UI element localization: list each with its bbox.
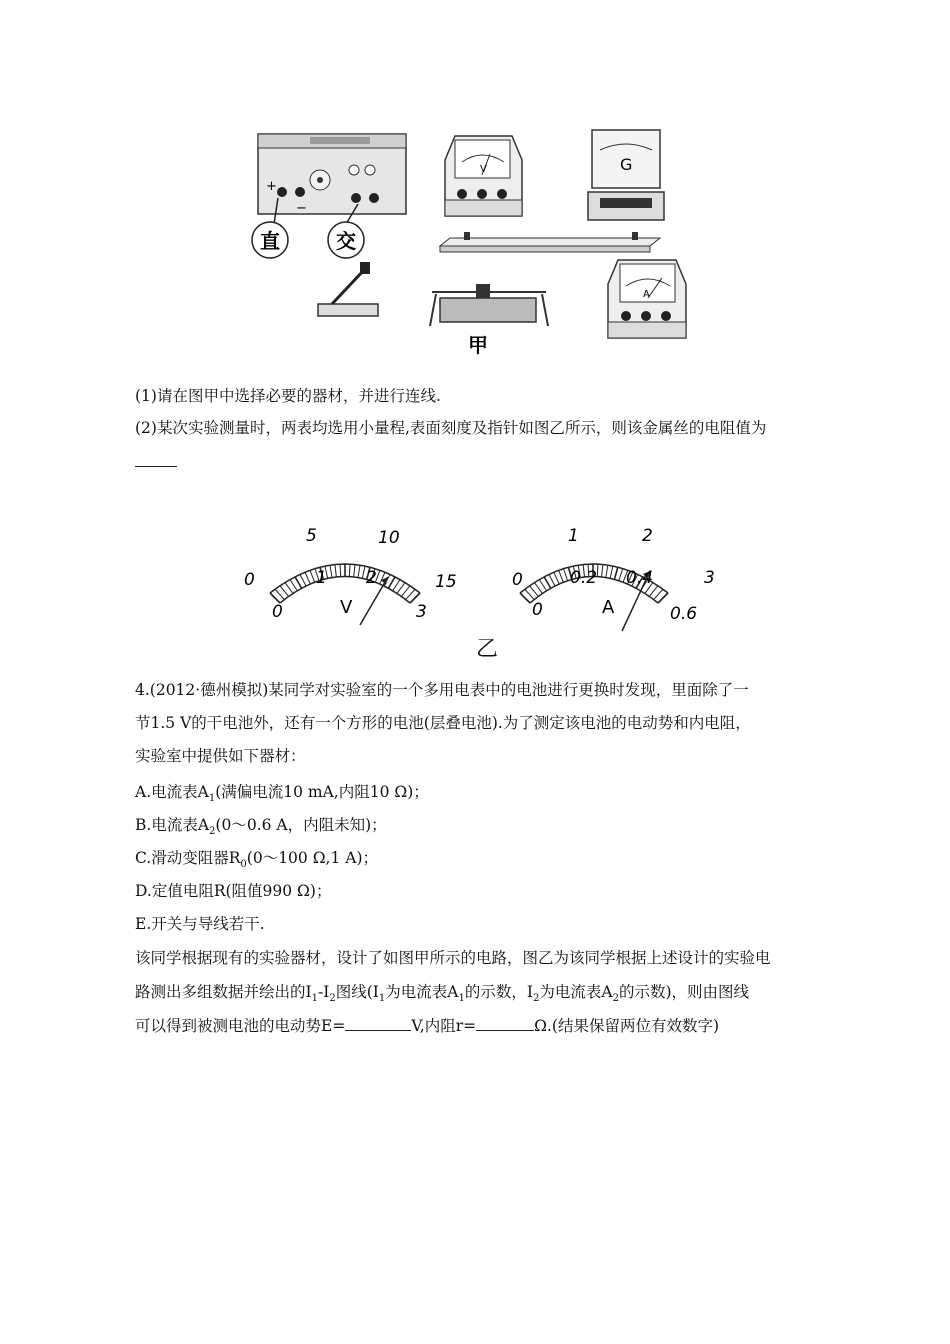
- figure-b-caption: 乙: [476, 637, 499, 662]
- a-inner-0.2: 0.2: [570, 568, 598, 588]
- q4-body-3: 可以得到被测电池的电动势E= V,内阻r= Ω.(结果保留两位有效数字): [135, 1017, 719, 1035]
- q4-item-d: D.定值电阻R(阻值990 Ω)；: [135, 882, 332, 900]
- scale-tick: [362, 566, 365, 578]
- a-inner-0.4: 0.4: [626, 568, 654, 588]
- voltmeter-icon: [445, 136, 522, 216]
- scale-tick: [285, 583, 293, 594]
- scale-tick: [349, 564, 350, 576]
- scale-tick: [330, 565, 332, 577]
- a-outer-3: 3: [704, 568, 715, 588]
- figure-a-caption: 甲: [468, 333, 488, 357]
- scale-tick: [275, 589, 284, 599]
- v-outer-10: 10: [378, 528, 400, 548]
- scale-tick: [525, 589, 534, 599]
- q4-body-1: 该同学根据现有的实验器材，设计了如图甲所示的电路，图乙为该同学根据上述设计的实验电: [135, 949, 771, 967]
- scale-tick: [544, 577, 551, 588]
- scale-tick: [354, 565, 355, 577]
- resistance-answer-blank[interactable]: [476, 1016, 534, 1031]
- scale-tick: [530, 586, 539, 597]
- dc-label: 直: [260, 229, 280, 253]
- q4-item-e: E.开关与导线若干.: [135, 915, 265, 933]
- v-inner-0: 0: [272, 602, 283, 622]
- q3-part1: (1)请在图甲中选择必要的器材，并进行连线.: [135, 387, 441, 405]
- a-inner-0: 0: [532, 600, 543, 620]
- scale-tick: [300, 574, 306, 586]
- scale-tick: [305, 572, 310, 584]
- q4-item-c: C.滑动变阻器$R_0(0\sim 100$ Ω,1 A)；: [135, 849, 379, 871]
- svg-text:−: −: [296, 201, 307, 216]
- a-inner-0.6: 0.6: [670, 604, 698, 624]
- emf-answer-blank[interactable]: [345, 1016, 411, 1031]
- a-outer-0: 0: [512, 570, 523, 590]
- q4-intro-2: 节1.5 V的干电池外，还有一个方形的电池(层叠电池).为了测定该电池的电动势和内电阻，: [135, 714, 751, 732]
- v-inner-2: 2: [366, 568, 377, 588]
- galvanometer-icon: [588, 130, 664, 220]
- a-unit-label: A: [602, 597, 615, 618]
- figure-a-equipment: [250, 120, 700, 360]
- a-outer-1: 1: [568, 526, 579, 546]
- rheostat-icon: [430, 284, 548, 326]
- scale-tick: [393, 580, 400, 591]
- scale-tick: [564, 569, 568, 581]
- q3-part2: (2)某次实验测量时，两表均选用小量程,表面刻度及指针如图乙所示，则该金属丝的电阻值为: [135, 419, 767, 437]
- scale-tick: [610, 566, 613, 578]
- q4-item-b: B.电流表$A_2(0\sim 0.6$ A，内阻未知)；: [135, 816, 387, 838]
- scale-tick: [539, 580, 546, 591]
- scale-tick: [358, 565, 360, 577]
- scale-tick: [619, 569, 623, 581]
- scale-tick: [401, 586, 410, 597]
- voltmeter-unit-label: V: [480, 164, 487, 175]
- scale-tick: [310, 570, 315, 582]
- scale-tick: [654, 589, 663, 599]
- switch-icon: [318, 262, 378, 316]
- scale-tick: [295, 577, 302, 588]
- q3-answer-blank[interactable]: [135, 452, 177, 472]
- scale-tick: [520, 593, 530, 603]
- v-inner-1: 1: [316, 568, 327, 588]
- q4-intro-1: 4.(2012·德州模拟)某同学对实验室的一个多用电表中的电池进行更换时发现，里面除了一: [135, 681, 749, 699]
- scale-tick: [658, 593, 668, 603]
- scale-tick: [388, 577, 395, 588]
- q4-body-2: 路测出多组数据并绘出的$I_1-I_2$图线($I_1$为电流表$A_1$的示数，$I_2$为电流表$A_2$的示数)，则由图线: [135, 983, 750, 1005]
- scale-tick: [597, 564, 598, 576]
- scale-tick: [602, 565, 603, 577]
- v-outer-0: 0: [244, 570, 255, 590]
- q4-intro-3: 实验室中提供如下器材：: [135, 747, 306, 765]
- scale-tick: [606, 565, 608, 577]
- a-outer-2: 2: [642, 526, 653, 546]
- scale-tick: [340, 564, 341, 576]
- galvanometer-unit-label: G: [620, 155, 633, 174]
- v-inner-3: 3: [416, 602, 427, 622]
- v-outer-15: 15: [435, 572, 457, 592]
- ammeter-unit-label: A: [643, 289, 650, 300]
- q4-item-a: A.电流表$A_1$(满偏电流10 mA,内阻10 Ω)；: [135, 783, 429, 805]
- svg-text:+: +: [266, 179, 277, 194]
- v-unit-label: V: [340, 597, 353, 618]
- scale-tick: [406, 589, 415, 599]
- ac-label: 交: [336, 229, 356, 253]
- scale-tick: [290, 580, 297, 591]
- scale-tick: [549, 574, 555, 586]
- scale-tick: [397, 583, 405, 594]
- scale-tick: [614, 567, 617, 579]
- scale-tick: [559, 570, 564, 582]
- scale-tick: [335, 565, 336, 577]
- wire-board-icon: [440, 232, 660, 252]
- v-outer-5: 5: [306, 526, 317, 546]
- scale-tick: [280, 586, 289, 597]
- scale-tick: [554, 572, 559, 584]
- scale-tick: [534, 583, 542, 594]
